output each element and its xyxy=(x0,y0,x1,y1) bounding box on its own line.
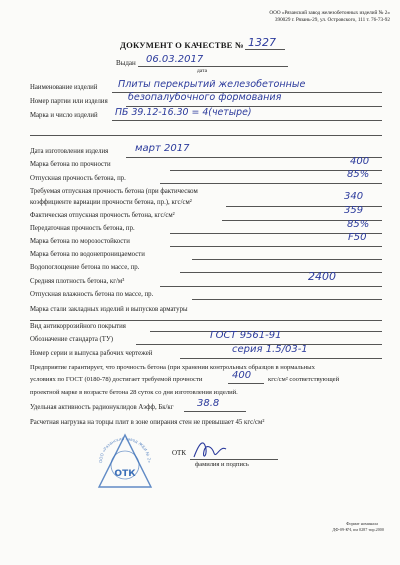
made-date-label: Дата изготовления изделия xyxy=(30,148,109,155)
density-label: Средняя плотность бетона, кг/м³ xyxy=(30,278,125,285)
load-label: Расчетная нагрузка на торцы плит в зоне опирания стен не превышает 45 кгс/см² xyxy=(30,419,265,426)
made-date-value: март 2017 xyxy=(135,143,190,154)
otk-stamp xyxy=(94,432,156,494)
transfer-strength-value: 85% xyxy=(347,219,370,230)
actual-strength-label: Фактическая отпускная прочность бетона, кгс/см² xyxy=(30,212,175,219)
required-strength-line2: коэффициенте вариации прочности бетона, пр.), кгс/см² xyxy=(30,199,192,206)
steel-label: Марка стали закладных изделий и выпусков арматуры xyxy=(30,306,188,313)
density-value: 2400 xyxy=(308,270,336,283)
strength-grade-label: Марка бетона по прочности xyxy=(30,161,111,168)
transfer-strength-label: Передаточная прочность бетона, пр. xyxy=(30,225,135,232)
required-strength-line1: Требуемая отпускная прочность бетона (при фактическом xyxy=(30,188,198,195)
batch-label: Номер партии или изделия xyxy=(30,98,108,105)
humidity-label: Отпускная влажность бетона по массе, пр. xyxy=(30,291,154,298)
series-value: серия 1.5/03-1 xyxy=(232,344,308,355)
mark-value: ПБ 39.12-16.30 = 4(четыре) xyxy=(115,107,252,118)
issued-label: Выдан xyxy=(116,59,136,67)
product-name-label: Наименование изделий xyxy=(30,84,98,91)
guarantee-strength-value: 400 xyxy=(232,370,252,381)
guarantee-line1: Предприятие гарантирует, что прочность бетона (при хранении контрольных образцов в нормальных xyxy=(30,364,315,371)
radionuclide-value: 38.8 xyxy=(197,398,220,409)
signature-caption: фамилия и подпись xyxy=(195,461,249,468)
series-label: Номер серии и выпуска рабочих чертежей xyxy=(30,350,153,357)
guarantee-line2b: кгс/см² соответствующей xyxy=(268,376,340,383)
actual-strength-value: 359 xyxy=(344,205,364,216)
date-caption: дата xyxy=(197,68,208,74)
water-resistance-label: Марка бетона по водонепроницаемости xyxy=(30,251,145,258)
otk-label: ОТК xyxy=(172,449,186,457)
issued-date: 06.03.2017 xyxy=(146,54,204,65)
required-strength-value: 340 xyxy=(344,191,364,202)
batch-value: безопалубочного формования xyxy=(128,92,282,103)
standard-label: Обозначение стандарта (ТУ) xyxy=(30,336,114,343)
frost-value: F50 xyxy=(348,232,367,243)
water-absorption-label: Водопоглощение бетона по массе, пр. xyxy=(30,264,140,271)
guarantee-line3: проектной марке в возрасте бетона 28 суток со дня изготовления изделий. xyxy=(30,389,238,396)
svg-text:ООО «Рязанский завод ЖБИ № 2» xyxy=(98,436,152,464)
product-name-value: Плиты перекрытий железобетонные xyxy=(118,79,306,90)
release-strength-label: Отпускная прочность бетона, пр. xyxy=(30,175,126,182)
company-address: 390029 г. Рязань-29, ул. Островского, 111 т. 76-73-92 xyxy=(274,17,390,23)
document-title: ДОКУМЕНТ О КАЧЕСТВЕ № xyxy=(120,40,244,50)
standard-value: ГОСТ 9561-91 xyxy=(210,330,282,341)
coating-label: Вид антикоррозийного покрытия xyxy=(30,323,126,330)
document-number: 1327 xyxy=(248,36,276,49)
release-strength-value: 85% xyxy=(347,169,370,180)
footer-note-2: ДФ-09-КЧ, пм 0287 тир.2000 xyxy=(332,527,384,532)
radionuclide-label: Удельная активность радионуклидов Аэфф, Бк/кг xyxy=(30,404,174,411)
company-name: ООО «Рязанский завод железобетонных изделий № 2» xyxy=(269,10,390,16)
footer-note-1: Формат номинала xyxy=(346,521,378,526)
stamp-text: ОТК xyxy=(114,469,136,479)
mark-label: Марка и число изделий xyxy=(30,112,98,119)
guarantee-line2a: условиях по ГОСТ (0180-78) достигает требуемой прочности xyxy=(30,376,203,383)
stamp-ring-text: ООО «Рязанский завод ЖБИ № 2» xyxy=(97,435,153,464)
strength-grade-value: 400 xyxy=(350,156,370,167)
frost-label: Марка бетона по морозостойкости xyxy=(30,238,130,245)
